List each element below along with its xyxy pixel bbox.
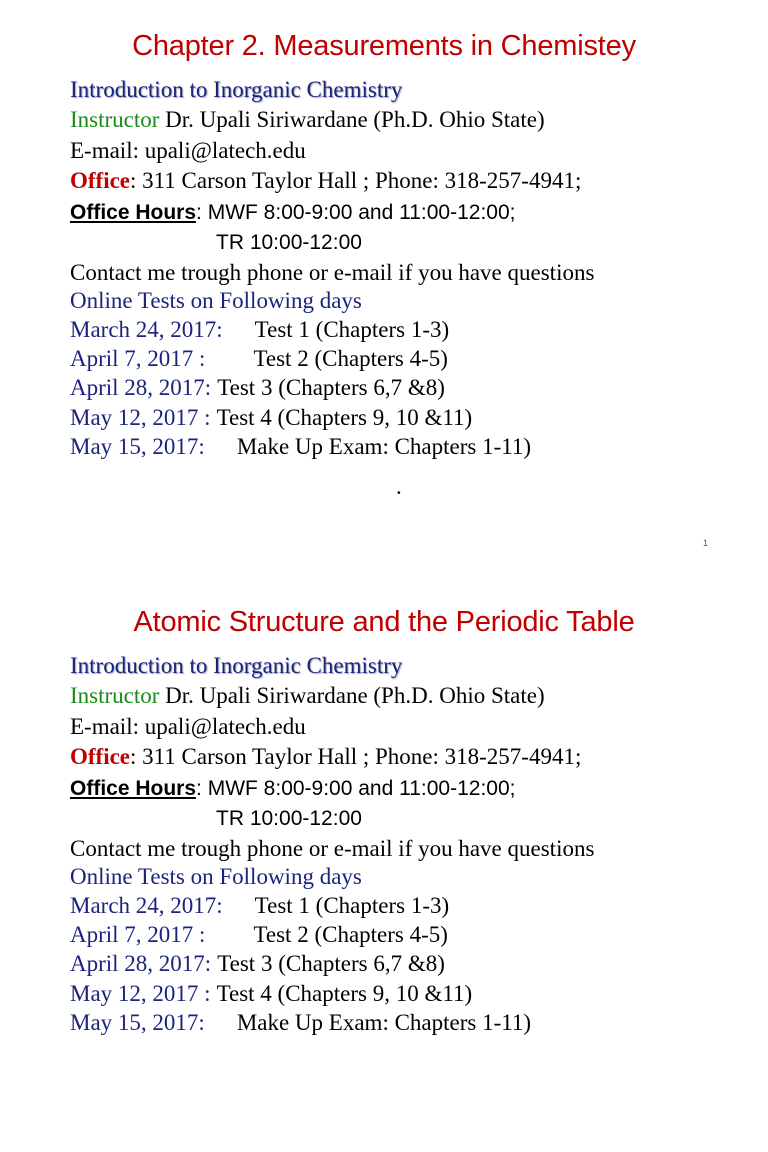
stray-mark: .	[396, 474, 402, 499]
contact-line: Contact me trough phone or e-mail if you have questions	[70, 836, 595, 861]
page-number: 1	[702, 538, 708, 548]
test-row	[70, 921, 448, 949]
instructor-label: Instructor	[70, 107, 160, 132]
instructor-name: Dr. Upali Siriwardane (Ph.D. Ohio State)	[159, 683, 545, 708]
office-hours-text: : MWF 8:00-9:00 and 11:00-12:00;	[196, 777, 516, 800]
test-date: April 7, 2017 :	[70, 922, 206, 947]
office-hours-line-2: TR 10:00-12:00	[216, 807, 362, 830]
test-date: May 15, 2017:	[70, 434, 205, 459]
test-date: March 24, 2017:	[70, 893, 223, 918]
test-date: May 15, 2017:	[70, 1010, 205, 1035]
test-date: April 7, 2017 :	[70, 346, 206, 371]
test-date: May 12, 2017 :	[70, 405, 211, 430]
test-row	[70, 980, 472, 1008]
office-line	[70, 167, 581, 195]
office-line	[70, 743, 581, 771]
contact-line: Contact me trough phone or e-mail if you have questions	[70, 260, 595, 285]
test-desc: Test 4 (Chapters 9, 10 &11)	[216, 405, 473, 430]
email-line: E-mail: upali@latech.edu	[70, 714, 306, 739]
test-desc: Make Up Exam: Chapters 1-11)	[236, 434, 532, 459]
test-desc: Test 4 (Chapters 9, 10 &11)	[216, 981, 473, 1006]
office-hours-label: Office Hours	[70, 201, 197, 224]
office-hours-text: : MWF 8:00-9:00 and 11:00-12:00;	[196, 201, 516, 224]
slide-title: Chapter 2. Measurements in Chemistey	[132, 30, 636, 62]
office-label: Office	[70, 168, 131, 193]
tests-heading: Online Tests on Following days	[70, 288, 362, 313]
course-title: Introduction to Inorganic Chemistry	[70, 77, 403, 102]
instructor-name: Dr. Upali Siriwardane (Ph.D. Ohio State)	[159, 107, 545, 132]
office-text: : 311 Carson Taylor Hall ; Phone: 318-257-4941;	[130, 168, 582, 193]
test-row	[70, 404, 472, 432]
instructor-line	[70, 682, 545, 710]
instructor-label: Instructor	[70, 683, 160, 708]
test-row	[70, 892, 449, 920]
test-date: April 28, 2017:	[70, 951, 212, 976]
test-desc: Make Up Exam: Chapters 1-11)	[236, 1010, 532, 1035]
test-desc: Test 1 (Chapters 1-3)	[254, 893, 450, 918]
test-date: March 24, 2017:	[70, 317, 223, 342]
test-desc: Test 2 (Chapters 4-5)	[253, 346, 448, 371]
office-text: : 311 Carson Taylor Hall ; Phone: 318-257-4941;	[130, 744, 582, 769]
office-hours-label: Office Hours	[70, 777, 197, 800]
test-row	[70, 433, 531, 461]
test-row	[70, 316, 449, 344]
office-hours-line	[70, 775, 516, 803]
course-title: Introduction to Inorganic Chemistry	[70, 653, 403, 678]
test-desc: Test 3 (Chapters 6,7 &8)	[217, 375, 445, 400]
test-date: April 28, 2017:	[70, 375, 212, 400]
test-row	[70, 950, 445, 978]
test-row	[70, 1009, 531, 1037]
email-line: E-mail: upali@latech.edu	[70, 138, 306, 163]
test-desc: Test 3 (Chapters 6,7 &8)	[217, 951, 445, 976]
test-desc: Test 1 (Chapters 1-3)	[254, 317, 450, 342]
office-label: Office	[70, 744, 131, 769]
tests-heading: Online Tests on Following days	[70, 864, 362, 889]
office-hours-line-2: TR 10:00-12:00	[216, 231, 362, 254]
test-date: May 12, 2017 :	[70, 981, 211, 1006]
test-row	[70, 374, 445, 402]
slide-2	[0, 576, 768, 1152]
test-row	[70, 345, 448, 373]
office-hours-line	[70, 199, 516, 227]
test-desc: Test 2 (Chapters 4-5)	[253, 922, 448, 947]
slide-title: Atomic Structure and the Periodic Table	[133, 606, 635, 638]
instructor-line	[70, 106, 545, 134]
